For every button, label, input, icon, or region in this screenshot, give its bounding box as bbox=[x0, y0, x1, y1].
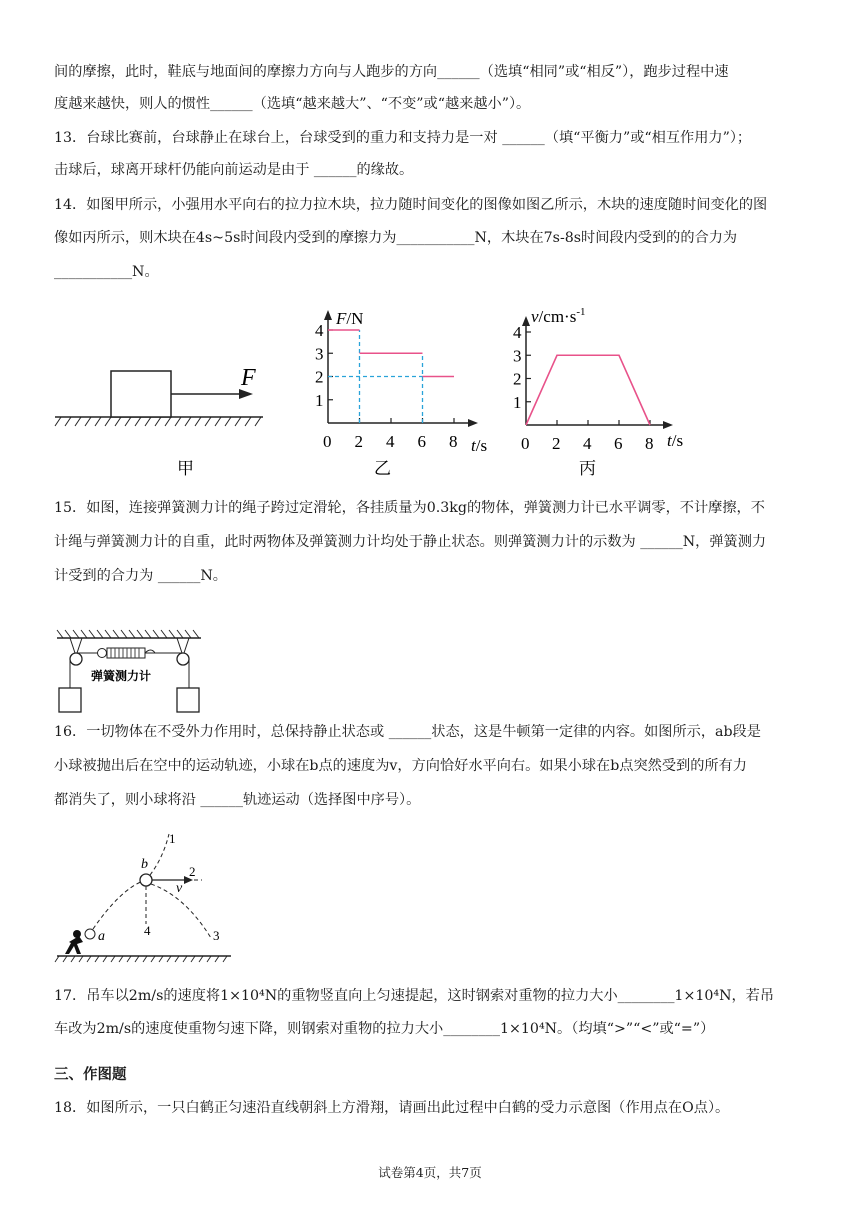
text-line: 小球被抛出后在空中的运动轨迹，小球在b点的速度为v，方向恰好水平向右。如果小球在b点突然受到的所有力 bbox=[54, 758, 747, 774]
x-tick-label: 4 bbox=[386, 432, 395, 451]
section-heading: 三、作图题 bbox=[54, 1067, 127, 1083]
label-1: 1 bbox=[169, 831, 176, 846]
label-v: v bbox=[176, 881, 183, 896]
label-a: a bbox=[98, 929, 105, 944]
question-14: 14．如图甲所示，小强用水平向右的拉力拉木块，拉力随时间变化的图像如图乙所示，木块的速度随时间变化的图 bbox=[54, 197, 768, 213]
label-4: 4 bbox=[144, 923, 151, 938]
y-axis-unit: /cm·s bbox=[538, 307, 577, 326]
figure-14-jia bbox=[55, 360, 270, 480]
figure-16-trajectory bbox=[55, 830, 235, 970]
trajectory-ab bbox=[93, 881, 143, 929]
y-axis-arrow-icon bbox=[522, 316, 530, 326]
x-tick-label: 4 bbox=[583, 434, 592, 453]
y-tick-label: 2 bbox=[513, 369, 522, 389]
y-axis-label: F bbox=[336, 309, 347, 328]
x-tick-label: 2 bbox=[552, 434, 561, 453]
svg-text:F/N bbox=[335, 309, 363, 328]
label-2: 2 bbox=[189, 864, 196, 879]
pulley-right bbox=[177, 653, 189, 665]
y-tick-label: 3 bbox=[513, 346, 522, 366]
wood-block bbox=[111, 371, 171, 417]
svg-text:t/s bbox=[667, 431, 683, 450]
figure-15-pulley bbox=[55, 628, 205, 718]
x-axis-label: t bbox=[667, 431, 672, 450]
y-tick-label: 1 bbox=[315, 390, 324, 410]
pulley-left bbox=[70, 653, 82, 665]
x-tick-label: 8 bbox=[449, 432, 458, 451]
y-tick-label: 4 bbox=[513, 323, 522, 342]
x-axis-label: t bbox=[471, 436, 476, 455]
y-tick-label: 2 bbox=[315, 367, 324, 387]
x-tick-label: 6 bbox=[417, 432, 426, 451]
caption-yi: 乙 bbox=[374, 459, 391, 478]
label-b: b bbox=[141, 857, 148, 872]
y-axis-arrow-icon bbox=[324, 310, 332, 320]
chart-velocity-time bbox=[505, 308, 705, 480]
text-line: 击球后，球离开球杆仍能向前运动是由于 ______的缘故。 bbox=[54, 162, 414, 178]
y-axis-exponent: -1 bbox=[576, 306, 586, 318]
text-line: 车改为2m/s的速度使重物匀速下降，则钢索对重物的拉力大小________1×10⁴N。（均填“>”“<”或“=”） bbox=[54, 1021, 715, 1037]
text-line: ___________N。 bbox=[54, 264, 159, 280]
x-tick-label: 0 bbox=[323, 432, 332, 451]
y-tick-label: 1 bbox=[513, 392, 522, 412]
spring-scale-label: 弹簧测力计 bbox=[91, 669, 152, 683]
text-line: 像如丙所示，则木块在4s~5s时间段内受到的摩擦力为___________N，木块在7s-8s时间段内受到的的合力为 bbox=[54, 230, 738, 246]
x-axis-arrow-icon bbox=[468, 419, 478, 427]
y-tick-label: 3 bbox=[315, 344, 324, 364]
svg-text:t/s bbox=[471, 436, 487, 455]
weight-right bbox=[177, 688, 199, 712]
y-axis-unit: /N bbox=[346, 309, 364, 328]
path-1 bbox=[150, 834, 169, 875]
text-line: 度越来越快，则人的惯性______（选填“越来越大”、“不变”或“越来越小”）。 bbox=[54, 96, 531, 112]
x-tick-label: 8 bbox=[645, 434, 654, 453]
question-18: 18．如图所示，一只白鹤正匀速沿直线朝斜上方滑翔，请画出此过程中白鹤的受力示意图（作用点在O点）。 bbox=[54, 1100, 730, 1116]
caption-jia: 甲 bbox=[177, 459, 194, 478]
x-tick-label: 6 bbox=[614, 434, 623, 453]
question-15: 15．如图，连接弹簧测力计的绳子跨过定滑轮，各挂质量为0.3kg的物体，弹簧测力计已水平调零，不计摩擦，不 bbox=[54, 500, 765, 516]
series-line-1 bbox=[526, 355, 650, 425]
text-line: 计受到的合力为 ______N。 bbox=[54, 568, 227, 584]
label-3: 3 bbox=[213, 928, 220, 943]
x-axis-unit: /s bbox=[475, 436, 488, 455]
x-axis-arrow-icon bbox=[663, 421, 673, 429]
x-tick-label: 0 bbox=[521, 434, 530, 453]
x-axis-unit: /s bbox=[671, 431, 684, 450]
chart-force-time bbox=[306, 308, 496, 480]
y-axis-label: v bbox=[531, 307, 539, 326]
page-footer: 试卷第4页，共7页 bbox=[378, 1165, 482, 1180]
ball-b bbox=[140, 874, 152, 886]
question-16: 16．一切物体在不受外力作用时，总保持静止状态或 ______状态，这是牛顿第一定律的内容。如图所示，ab段是 bbox=[54, 724, 761, 740]
weight-left bbox=[59, 688, 81, 712]
question-17: 17．吊车以2m/s的速度将1×10⁴N的重物竖直向上匀速提起，这时钢索对重物的拉力大小________1×10⁴N，若吊 bbox=[54, 988, 775, 1004]
text-line: 计绳与弹簧测力计的自重，此时两物体及弹簧测力计均处于静止状态。则弹簧测力计的示数为 ______N，弹簧测力 bbox=[54, 534, 767, 550]
person-icon bbox=[65, 930, 83, 954]
x-tick-label: 2 bbox=[354, 432, 363, 451]
ball-a bbox=[85, 929, 95, 939]
force-label: F bbox=[241, 365, 256, 391]
svg-text:v/cm·s-1 bbox=[531, 306, 586, 326]
y-tick-label: 4 bbox=[315, 321, 324, 340]
caption-bing: 丙 bbox=[579, 459, 596, 478]
question-13: 13．台球比赛前，台球静止在球台上，台球受到的重力和支持力是一对 ______（填“平衡力”或“相互作用力”）； bbox=[54, 130, 752, 146]
text-line: 都消失了，则小球将沿 ______轨迹运动（选择图中序号）。 bbox=[54, 792, 421, 808]
text-line: 间的摩擦，此时，鞋底与地面间的摩擦力方向与人跑步的方向______（选填“相同”或“相反”），跑步过程中速 bbox=[54, 64, 729, 80]
